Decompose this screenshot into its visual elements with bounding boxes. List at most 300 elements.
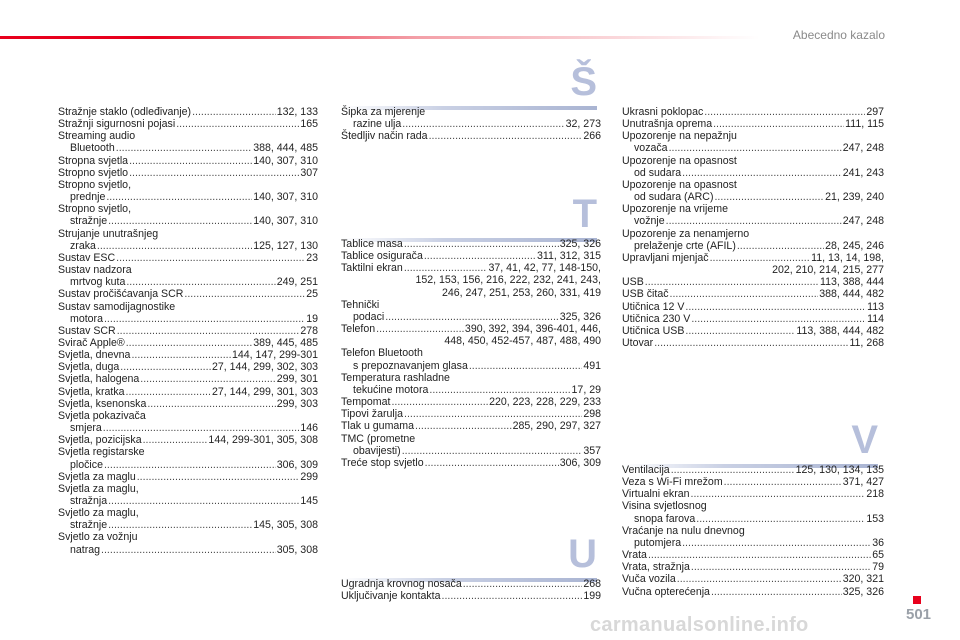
index-term-line: [622, 130, 884, 142]
dot-leader: [429, 384, 570, 396]
index-term: Šipka za mjerenje: [341, 106, 426, 118]
index-subentry: [341, 384, 601, 396]
index-pages: 278: [300, 324, 318, 337]
index-term: Tlak u gumama: [341, 420, 415, 433]
index-entry: [58, 349, 318, 361]
dot-leader: [415, 420, 512, 432]
dot-leader: [671, 464, 795, 476]
index-term: Svjetla za maglu: [58, 470, 136, 483]
index-term: zraka: [70, 239, 96, 252]
index-term-line: [622, 106, 884, 118]
dot-leader: [404, 408, 582, 420]
index-term: Upozorenje na opasnost: [622, 154, 737, 167]
index-term: Svjetla, ksenonska: [58, 397, 147, 410]
index-term: Stražnji sigurnosni pojasi: [58, 118, 176, 131]
index-term: USB čitač: [622, 288, 669, 301]
index-subentry: [58, 544, 318, 556]
index-entry: [58, 471, 318, 483]
index-term: Upozorenje na opasnost: [622, 178, 737, 191]
index-term: Svjetla, dnevna: [58, 349, 131, 362]
dot-leader: [385, 311, 559, 323]
index-pages: 113, 388, 444: [819, 276, 884, 289]
index-entry: [622, 301, 884, 313]
index-pages: 11, 268: [849, 336, 884, 349]
index-term-line: [58, 203, 318, 215]
index-entry: [58, 386, 318, 398]
index-pages: 298: [583, 408, 601, 421]
index-pages: 320, 321: [842, 573, 884, 586]
index-entry: [341, 130, 601, 142]
index-subentry: [622, 537, 884, 549]
index-term-line: [58, 264, 318, 276]
index-column-1: [58, 106, 318, 556]
index-pages: 218: [866, 488, 884, 501]
dot-leader: [140, 373, 275, 385]
index-pages: 249, 251: [276, 276, 318, 289]
index-pages: 113: [867, 300, 884, 313]
dot-leader: [685, 301, 866, 313]
dot-leader: [404, 262, 488, 274]
index-entry: [622, 573, 884, 585]
index-entry: [622, 179, 884, 203]
dot-leader: [463, 578, 583, 590]
index-subentry: [622, 167, 884, 179]
index-pages: 36: [872, 536, 884, 549]
index-entry: [622, 561, 884, 573]
index-pages: 19: [306, 312, 318, 325]
index-entry: [341, 420, 601, 432]
index-pages: 125, 127, 130: [253, 239, 318, 252]
index-subentry: [58, 276, 318, 288]
index-pages: 114: [867, 312, 884, 325]
index-term: Svjetlo za maglu,: [58, 507, 139, 520]
index-term-line: [622, 301, 884, 313]
dot-leader: [691, 488, 866, 500]
index-term: Veza s Wi-Fi mrežom: [622, 476, 723, 489]
dot-leader: [376, 323, 464, 335]
index-term: Upozorenje na vrijeme: [622, 203, 728, 216]
index-pages: 307: [300, 166, 318, 179]
index-pages: 144, 147, 299-301: [231, 349, 318, 362]
index-entry: [622, 313, 884, 325]
index-entry: [58, 228, 318, 252]
index-term-line: [58, 167, 318, 179]
index-term-line: [622, 276, 884, 288]
index-term: Stropno svjetlo: [58, 166, 129, 179]
index-term-line: [341, 106, 601, 118]
index-pages: 325, 326: [842, 585, 884, 598]
dot-leader: [103, 422, 300, 434]
index-term-line: [58, 373, 318, 385]
index-term: Svjetla za maglu,: [58, 482, 139, 495]
index-term-line: [341, 262, 601, 274]
index-term: Tehnički: [341, 298, 380, 311]
dot-leader: [724, 476, 842, 488]
index-entry: [58, 301, 318, 325]
index-term: Strujanje unutrašnjeg: [58, 227, 159, 240]
index-term-line: [341, 408, 601, 420]
index-term: podaci: [353, 310, 385, 323]
index-term-line: [622, 252, 884, 264]
dot-leader: [120, 361, 211, 373]
dot-leader: [682, 537, 871, 549]
index-entry: [341, 262, 601, 298]
index-term: Tablice osigurača: [341, 250, 423, 263]
index-pages: 299: [300, 470, 318, 483]
section-letter: Š: [570, 60, 597, 104]
index-term-line: [341, 433, 601, 445]
dot-leader: [402, 118, 564, 130]
index-entry: [58, 507, 318, 531]
index-term: prelaženje crte (AFIL): [634, 239, 736, 252]
index-entry: [58, 373, 318, 385]
index-entry: [622, 525, 884, 549]
index-pages: 202, 210, 214, 215, 277: [772, 264, 884, 277]
index-term: Vraćanje na nulu dnevnog: [622, 524, 745, 537]
index-term-line: [622, 155, 884, 167]
index-term: s prepoznavanjem glasa: [353, 359, 468, 372]
index-term: Svjetlo za vožnju: [58, 531, 138, 544]
index-term: Sustav samodijagnostike: [58, 300, 176, 313]
index-term: pločice: [70, 458, 103, 471]
index-term-line: [58, 349, 318, 361]
index-term-line: [58, 179, 318, 191]
index-pages: 140, 307, 310: [253, 191, 318, 204]
index-term: Ventilacija: [622, 464, 670, 476]
dot-leader: [104, 459, 276, 471]
index-term-line: [58, 252, 318, 264]
index-term-line: [58, 531, 318, 543]
index-entry: [58, 410, 318, 434]
index-pages: 299, 301: [276, 373, 318, 386]
index-term: vožnje: [634, 215, 665, 228]
index-term: Stropno svjetlo,: [58, 203, 132, 216]
index-entry: [622, 549, 884, 561]
index-entry: [341, 299, 601, 323]
index-term-line: [622, 228, 884, 240]
dot-leader: [704, 106, 865, 118]
dot-leader: [737, 240, 824, 252]
dot-leader: [685, 325, 795, 337]
index-entry: [622, 476, 884, 488]
index-term-line: [58, 386, 318, 398]
index-pages: 37, 41, 42, 77, 148-150,: [488, 262, 601, 275]
index-entry: [622, 130, 884, 154]
index-term: putomjera: [634, 536, 682, 549]
index-column-3-v: [622, 464, 884, 598]
index-subentry: [58, 422, 318, 434]
index-pages: 247, 248: [842, 142, 884, 155]
index-column-3-u: [622, 106, 884, 349]
index-pages: 145: [300, 495, 318, 507]
index-subentry: [341, 118, 601, 130]
index-pages: 25: [306, 288, 318, 301]
index-entry: [341, 372, 601, 396]
index-term: Svirač Apple®: [58, 336, 125, 349]
index-entry: [58, 483, 318, 507]
index-term-line: [622, 118, 884, 130]
index-term-line: [58, 118, 318, 130]
dot-leader: [670, 288, 819, 300]
index-entry: [341, 590, 601, 602]
index-term: Upozorenje za nenamjerno: [622, 227, 750, 240]
dot-leader: [711, 586, 842, 598]
index-term: Vučna opterećenja: [622, 585, 710, 598]
index-term-line: [622, 561, 884, 573]
index-term-line: [58, 471, 318, 483]
index-pages: 145, 305, 308: [253, 519, 318, 532]
index-term: od sudara: [634, 166, 682, 179]
index-subentry: [58, 191, 318, 203]
index-pages: 65: [872, 549, 884, 562]
index-pages: 152, 153, 156, 216, 222, 232, 241, 243,: [415, 274, 601, 287]
index-term-line: [58, 106, 318, 118]
index-term-line: [58, 398, 318, 410]
dot-leader: [442, 590, 583, 602]
dot-leader: [654, 337, 848, 349]
index-term: Utičnica USB: [622, 324, 685, 337]
index-term-line: [58, 130, 318, 142]
index-pages: 79: [872, 561, 884, 574]
index-entry: [341, 238, 601, 250]
dot-leader: [108, 495, 299, 507]
index-pages: 285, 290, 297, 327: [512, 420, 601, 433]
index-pages: 306, 309: [276, 458, 318, 471]
index-term: Utovar: [622, 336, 654, 349]
dot-leader: [713, 118, 844, 130]
index-entry: [622, 276, 884, 288]
dot-leader: [669, 142, 842, 154]
index-entry: [341, 578, 601, 590]
dot-leader: [126, 276, 275, 288]
index-term: Sustav ESC: [58, 251, 116, 264]
index-pages: 268: [583, 578, 601, 590]
index-entry: [622, 464, 884, 476]
index-entry: [58, 106, 318, 118]
index-term-line: [341, 238, 601, 250]
index-term-line: [58, 325, 318, 337]
index-entry: [58, 179, 318, 203]
index-term-line: [622, 288, 884, 300]
dot-leader: [143, 434, 208, 446]
index-term: Vrata: [622, 549, 647, 562]
index-term-line: [622, 500, 884, 512]
index-pages: 305, 308: [276, 543, 318, 556]
dot-leader: [137, 471, 300, 483]
index-subentry: [58, 495, 318, 507]
index-pages: 241, 243: [842, 166, 884, 179]
index-column-2-u: [341, 578, 601, 602]
watermark-text: carmanualsonline.info: [590, 614, 809, 636]
index-term: Stropno svjetlo,: [58, 178, 132, 191]
index-term: Taktilni ekran: [341, 262, 403, 275]
dot-leader: [108, 215, 252, 227]
index-pages: 246, 247, 251, 253, 260, 331, 419: [441, 286, 601, 299]
index-subentry: [622, 191, 884, 203]
header-accent-bar: [0, 36, 760, 39]
index-term: Temperatura rashladne: [341, 371, 450, 384]
index-term-line: [58, 507, 318, 519]
index-term: Svjetla registarske: [58, 446, 145, 459]
index-term: USB: [622, 276, 644, 289]
index-term-line: [622, 549, 884, 561]
index-entry: [341, 106, 601, 130]
section-letter: V: [851, 418, 878, 462]
index-entry: [341, 250, 601, 262]
index-subentry: [622, 215, 884, 227]
index-pages: 140, 307, 310: [253, 154, 318, 167]
dot-leader: [106, 191, 252, 203]
index-entry: [58, 288, 318, 300]
index-term: Štedljiv način rada: [341, 130, 428, 143]
dot-leader: [691, 561, 871, 573]
index-term-line: [58, 446, 318, 458]
index-entry: [622, 228, 884, 252]
index-term: Treće stop svjetlo: [341, 456, 424, 469]
index-pages: 28, 245, 246: [825, 239, 884, 252]
index-term: Upravljani mjenjač: [622, 251, 709, 264]
index-pages: 17, 29: [571, 383, 601, 396]
index-pages: 153: [866, 512, 884, 525]
dot-leader: [97, 240, 252, 252]
index-term: tekućine motora: [353, 383, 429, 396]
index-term: Ukrasni poklopac: [622, 106, 704, 118]
index-subentry: [58, 142, 318, 154]
index-term: Svjetla, kratka: [58, 385, 125, 398]
index-entry: [58, 130, 318, 154]
index-term: mrtvog kuta: [70, 276, 126, 289]
index-subentry: [58, 215, 318, 227]
index-term-line: [341, 130, 601, 142]
index-term: Svjetla, duga: [58, 361, 120, 374]
index-term: obavijesti): [353, 444, 401, 457]
dot-leader: [147, 398, 275, 410]
index-term-line: [622, 337, 884, 349]
dot-leader: [126, 386, 211, 398]
index-entry: [622, 337, 884, 349]
index-subentry: [58, 519, 318, 531]
index-term-line: [58, 301, 318, 313]
index-entry: [341, 433, 601, 457]
index-entry: [622, 106, 884, 118]
dot-leader: [469, 360, 582, 372]
index-term-line: [622, 488, 884, 500]
index-term: Telefon Bluetooth: [341, 347, 423, 360]
index-term: Tipovi žarulja: [341, 408, 404, 421]
index-term: Stropna svjetla: [58, 154, 129, 167]
index-term-line: [341, 578, 601, 590]
index-entry: [58, 446, 318, 470]
index-term: Utičnica 12 V: [622, 300, 685, 313]
index-pages: 199: [583, 590, 601, 603]
index-entry: [58, 264, 318, 288]
index-pages: 247, 248: [842, 215, 884, 228]
index-term-line: [341, 457, 601, 469]
dot-leader: [129, 167, 299, 179]
dot-leader: [424, 250, 536, 262]
index-entry: [622, 500, 884, 524]
index-pages: 146: [300, 422, 318, 435]
index-pages: 306, 309: [559, 456, 601, 469]
dot-leader: [714, 191, 824, 203]
index-term: od sudara (ARC): [634, 191, 714, 204]
index-subentry: [622, 513, 884, 525]
index-term: Stražnje staklo (odleđivanje): [58, 106, 192, 118]
index-pages: 311, 312, 315: [536, 250, 601, 263]
dot-leader: [425, 457, 559, 469]
index-entry: [622, 155, 884, 179]
index-entry: [58, 434, 318, 446]
index-pages: 357: [583, 444, 601, 457]
index-term: Svjetla, halogena: [58, 373, 140, 386]
index-pages: 27, 144, 299, 302, 303: [211, 361, 318, 374]
index-pages: 448, 450, 452-457, 487, 488, 490: [444, 335, 601, 348]
index-entry: [58, 337, 318, 349]
dot-leader: [101, 544, 276, 556]
index-term-line: [341, 347, 601, 359]
footer-red-marker: [913, 596, 921, 604]
index-term: Visina svjetlosnog: [622, 500, 707, 513]
section-letter: U: [568, 532, 597, 576]
index-column-2-t: [341, 238, 601, 469]
dot-leader: [402, 445, 583, 457]
dot-leader: [648, 549, 871, 561]
index-entry: [341, 323, 601, 347]
dot-leader: [126, 337, 252, 349]
section-letter: T: [572, 192, 597, 236]
index-entry: [622, 288, 884, 300]
index-term: razine ulja: [353, 118, 402, 131]
index-entry: [341, 457, 601, 469]
index-entry: [58, 361, 318, 373]
index-entry: [58, 252, 318, 264]
index-term-line: [58, 288, 318, 300]
index-term-line: [58, 434, 318, 446]
index-term: stražnje: [70, 519, 108, 532]
index-term-line: [622, 325, 884, 337]
index-entry: [622, 203, 884, 227]
index-pages: 388, 444, 482: [819, 288, 884, 301]
dot-leader: [192, 106, 276, 118]
index-term: stražnja: [70, 495, 108, 507]
index-term: Virtualni ekran: [622, 488, 690, 501]
index-term: Tablice masa: [341, 238, 403, 250]
index-term: Sustav nadzora: [58, 264, 132, 277]
index-pages: 389, 445, 485: [253, 336, 318, 349]
index-entry: [58, 203, 318, 227]
index-pages: 299, 303: [276, 397, 318, 410]
index-pages: 111, 115: [845, 118, 884, 131]
dot-leader: [184, 288, 305, 300]
index-pages: 125, 130, 134, 135: [795, 464, 884, 476]
index-pages: 297: [866, 106, 884, 118]
index-term: prednje: [70, 191, 106, 204]
dot-leader: [691, 313, 866, 325]
dot-leader: [404, 238, 559, 250]
dot-leader: [116, 252, 305, 264]
index-term: Svjetla, pozicijska: [58, 434, 142, 447]
index-subentry: [58, 240, 318, 252]
dot-leader: [645, 276, 819, 288]
index-term-line: [622, 525, 884, 537]
index-subentry: [341, 360, 601, 372]
index-term: Ugradnja krovnog nosača: [341, 578, 462, 590]
index-term-line: [341, 590, 601, 602]
dot-leader: [104, 313, 305, 325]
index-pages: 21, 239, 240: [825, 191, 884, 204]
index-pages: 144, 299-301, 305, 308: [208, 434, 318, 447]
page-header-title: Abecedno kazalo: [792, 28, 885, 42]
